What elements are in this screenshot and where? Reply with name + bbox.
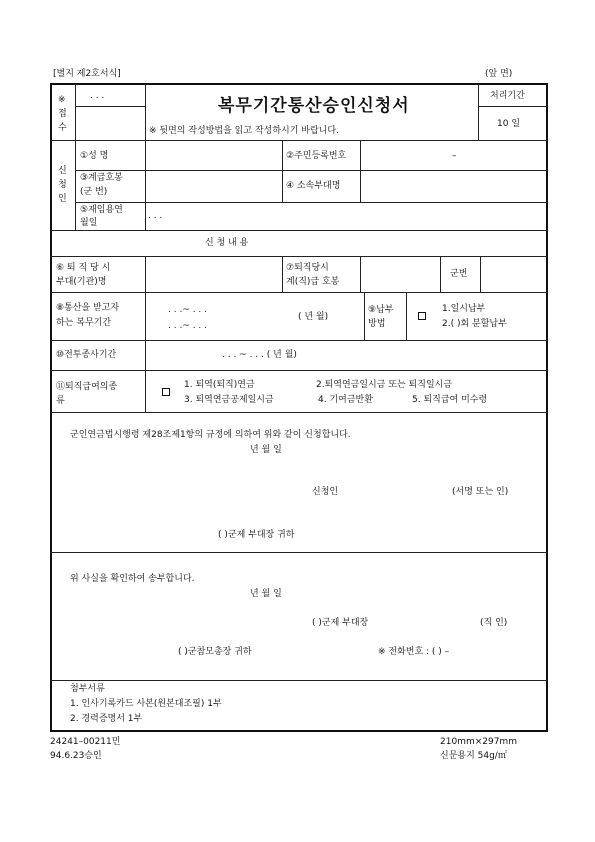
- confirm-unit: ( )군제 부대장: [312, 618, 369, 628]
- period-line-2: . . .~ . . .: [168, 321, 208, 331]
- reappoint-value: . . .: [148, 211, 163, 221]
- receipt-mark: ※: [58, 95, 66, 105]
- period-label-1: ⑧통산을 받고자: [56, 303, 120, 313]
- period-line-1: . . .~ . . .: [168, 305, 208, 315]
- page-side: (앞 면): [485, 69, 513, 79]
- payment-label-1: ⑨납부: [368, 305, 394, 315]
- confirm-date: 년 월 일: [250, 589, 282, 599]
- attachments-title: 첨부서류: [70, 684, 105, 694]
- content-header: 신 청 내 용: [205, 238, 249, 248]
- retire-unit-label-2: 부대(기관)명: [56, 277, 107, 287]
- processing-label: 처리기간: [490, 91, 525, 101]
- benefit-option-4: 4. 기여금반환: [318, 395, 373, 405]
- benefit-option-2: 2.퇴역연금일시금 또는 퇴직일시금: [316, 380, 453, 390]
- name-label: ①성 명: [80, 151, 109, 161]
- declaration-applicant: 신청인: [312, 487, 339, 497]
- form-notice: ※ 뒷면의 작성방법을 읽고 작성하시기 바랍니다.: [149, 126, 339, 136]
- attachment-item-1: 1. 인사기록카드 사본(원본대조필) 1부: [70, 699, 222, 709]
- payment-option-2: 2.( )회 분할납부: [442, 319, 507, 329]
- reappoint-label-1: ⑤재임용연: [80, 205, 123, 215]
- payment-label-2: 방법: [368, 319, 386, 329]
- period-label-2: 하는 복무기간: [56, 318, 112, 328]
- benefit-option-5: 5. 퇴직급여 미수령: [412, 395, 488, 405]
- period-years: ( 년 월): [298, 312, 329, 322]
- paper-size: 210mm×297mm: [440, 737, 517, 747]
- paper-type: 신문용지 54g/㎡: [440, 751, 507, 761]
- benefit-checkbox[interactable]: [162, 388, 170, 396]
- benefit-label-1: ⑪퇴직급여의종: [56, 382, 118, 392]
- benefit-option-3: 3. 퇴역연금공제일시금: [184, 395, 274, 405]
- approval-date: 94.6.23승인: [50, 751, 102, 761]
- phone-number: ※ 전화번호 : ( ) –: [378, 647, 450, 657]
- benefit-label-2: 류: [56, 396, 65, 406]
- declaration-addressee: ( )군제 부대장 귀하: [218, 530, 295, 540]
- benefit-option-1: 1. 퇴역(퇴직)연금: [184, 380, 255, 390]
- processing-value: 10 일: [497, 119, 521, 129]
- reappoint-label-2: 월일: [80, 218, 98, 228]
- declaration-date: 년 월 일: [250, 445, 282, 455]
- combat-period-value: . . . ~ . . . ( 년 월): [222, 350, 297, 360]
- retire-rank-label-1: ⑦퇴직당시: [286, 263, 329, 273]
- confirm-seal: (직 인): [480, 618, 508, 628]
- receipt-label-2: 수: [58, 123, 67, 133]
- confirm-text: 위 사실을 확인하여 송부합니다.: [70, 574, 195, 584]
- applicant-side-3: 인: [58, 194, 67, 204]
- declaration-sign: (서명 또는 인): [452, 487, 509, 497]
- retire-unit-label-1: ⑥ 퇴 직 당 시: [56, 263, 111, 273]
- confirm-addressee: ( )군참모총장 귀하: [178, 647, 252, 657]
- rrn-value: –: [452, 151, 457, 161]
- rrn-label: ②주민등록번호: [286, 151, 347, 161]
- retire-rank-label-2: 계(직)급 호봉: [286, 277, 340, 287]
- unit-label: ④ 소속부대명: [286, 181, 341, 191]
- combat-period-label: ⑩전투종사기간: [56, 350, 117, 360]
- declaration-text: 군인연금법시행령 제28조제1항의 규정에 의하여 위와 같이 신청합니다.: [70, 430, 351, 440]
- form-code: 24241–00211민: [50, 737, 121, 747]
- service-number-label: 군번: [450, 269, 468, 279]
- receipt-dots: . . .: [90, 91, 105, 101]
- form-title: 복무기간통산승인신청서: [218, 96, 410, 116]
- applicant-side-1: 신: [58, 166, 67, 176]
- receipt-label-1: 접: [58, 109, 67, 119]
- payment-checkbox[interactable]: [418, 312, 426, 320]
- attachment-item-2: 2. 경력증명서 1부: [70, 714, 143, 724]
- applicant-side-2: 청: [58, 180, 67, 190]
- rank-label-1: ③계급호봉: [80, 173, 123, 183]
- form-number: [별지 제2호서식]: [53, 69, 121, 79]
- rank-label-2: (군 번): [80, 187, 108, 197]
- payment-option-1: 1.일시납부: [442, 304, 486, 314]
